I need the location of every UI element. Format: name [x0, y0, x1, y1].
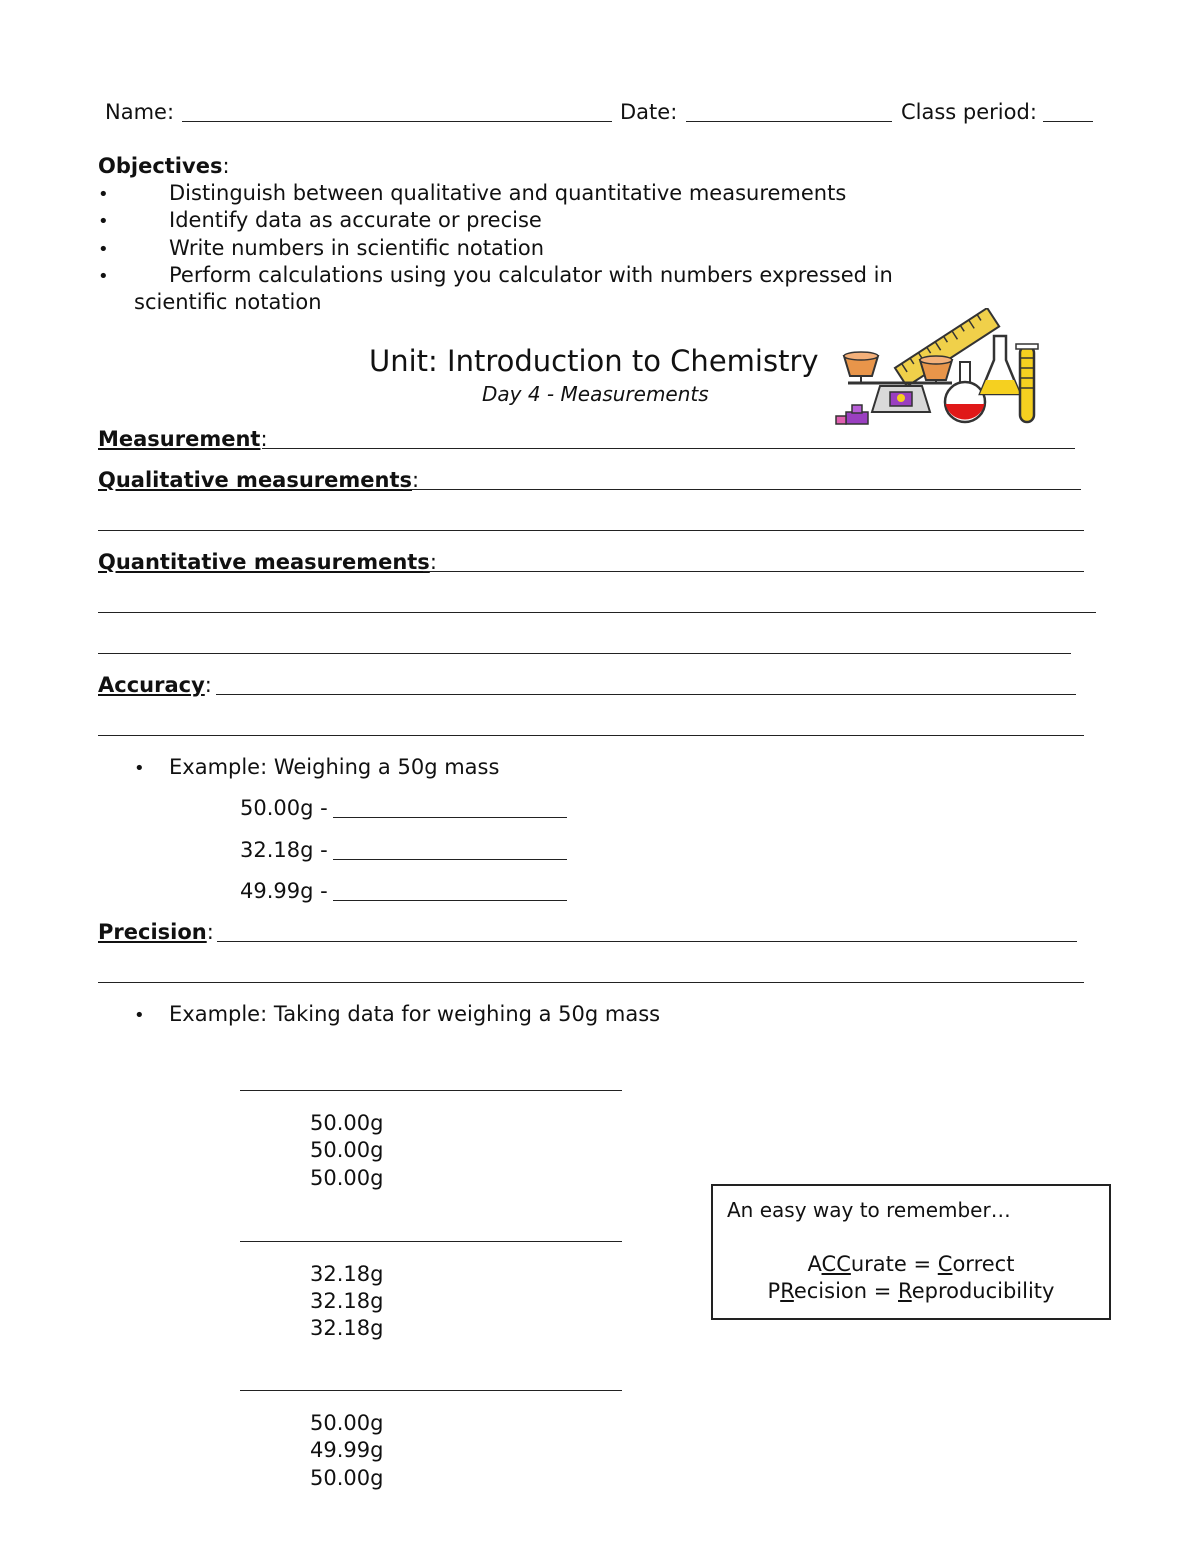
reminder-correct-c: C	[937, 1252, 953, 1276]
reminder-box	[711, 1184, 1111, 1320]
precision-answer-line-2[interactable]	[98, 982, 1084, 983]
accuracy-value-2: 32.18g -	[240, 838, 328, 862]
precision-term-text: Precision	[98, 920, 207, 944]
accuracy-term-text: Accuracy	[98, 673, 205, 697]
measurement-term	[98, 429, 268, 450]
measurement-term-text: Measurement	[98, 427, 261, 451]
objective-item-1: Distinguish between qualitative and quantitative measurements	[169, 181, 847, 205]
objective-item-4: Perform calculations using you calculator with numbers expressed in	[169, 263, 893, 287]
precision-group-1-blank[interactable]	[240, 1090, 622, 1091]
measurement-answer-line[interactable]	[262, 448, 1075, 449]
precision-group-2-blank[interactable]	[240, 1241, 622, 1242]
lab-equipment-icon	[834, 308, 1040, 430]
accuracy-term	[98, 675, 212, 696]
accuracy-answer-line-1[interactable]	[216, 694, 1076, 695]
precision-group-3-value-1: 50.00g	[310, 1411, 384, 1435]
objective-item-3: Write numbers in scientific notation	[169, 236, 545, 260]
reminder-precision-line	[713, 1279, 1109, 1303]
reminder-accurate-a: A	[807, 1252, 822, 1276]
objective-item-4-continuation: scientific notation	[134, 290, 322, 314]
class-period-label: Class period:	[901, 100, 1037, 124]
qualitative-answer-line-2[interactable]	[98, 530, 1084, 531]
accuracy-value-3-blank[interactable]	[333, 900, 567, 901]
reminder-precision-r: R	[780, 1279, 794, 1303]
day-subtitle: Day 4 - Measurements	[482, 382, 709, 406]
qualitative-term	[98, 470, 419, 491]
objectives-heading-colon: :	[222, 154, 230, 178]
quantitative-answer-line-3[interactable]	[98, 653, 1071, 654]
reminder-reproducibility-rest: eproducibility	[911, 1279, 1055, 1303]
accuracy-example-text: Example: Weighing a 50g mass	[169, 755, 500, 779]
objective-bullet-4: •	[98, 266, 109, 287]
precision-answer-line-1[interactable]	[217, 941, 1077, 942]
accuracy-colon: :	[204, 673, 212, 697]
reminder-reproducibility-r: R	[898, 1279, 912, 1303]
name-label: Name:	[105, 100, 175, 124]
objective-bullet-2: •	[98, 211, 109, 232]
precision-example-text: Example: Taking data for weighing a 50g mass	[169, 1002, 661, 1026]
date-label: Date:	[620, 100, 678, 124]
reminder-accurate-line	[713, 1252, 1109, 1276]
precision-group-1-value-3: 50.00g	[310, 1166, 384, 1190]
accuracy-value-1: 50.00g -	[240, 796, 328, 820]
qualitative-colon: :	[412, 468, 420, 492]
precision-group-1-value-2: 50.00g	[310, 1138, 384, 1162]
qualitative-term-text: Qualitative measurements	[98, 468, 413, 492]
qualitative-answer-line-1[interactable]	[403, 489, 1081, 490]
objectives-heading	[98, 156, 230, 177]
date-field[interactable]	[686, 121, 892, 122]
reminder-accurate-rest: urate =	[850, 1252, 938, 1276]
accuracy-answer-line-2[interactable]	[98, 735, 1084, 736]
precision-colon: :	[206, 920, 214, 944]
precision-term	[98, 922, 214, 943]
accuracy-value-1-blank[interactable]	[333, 817, 567, 818]
objectives-heading-text: Objectives	[98, 154, 223, 178]
precision-group-3-value-3: 50.00g	[310, 1466, 384, 1490]
quantitative-colon: :	[429, 550, 437, 574]
quantitative-term-text: Quantitative measurements	[98, 550, 430, 574]
accuracy-value-2-blank[interactable]	[333, 859, 567, 860]
objective-bullet-1: •	[98, 184, 109, 205]
objective-bullet-3: •	[98, 239, 109, 260]
objective-item-2: Identify data as accurate or precise	[169, 208, 542, 232]
precision-group-3-value-2: 49.99g	[310, 1438, 384, 1462]
precision-group-2-value-2: 32.18g	[310, 1289, 384, 1313]
class-period-field[interactable]	[1043, 121, 1093, 122]
quantitative-answer-line-2[interactable]	[98, 612, 1096, 613]
quantitative-answer-line-1[interactable]	[423, 571, 1084, 572]
quantitative-term	[98, 552, 437, 573]
name-field[interactable]	[182, 121, 612, 122]
reminder-intro: An easy way to remember…	[727, 1198, 1011, 1222]
precision-group-2-value-1: 32.18g	[310, 1262, 384, 1286]
measurement-colon: :	[260, 427, 268, 451]
reminder-precision-rest: ecision =	[793, 1279, 899, 1303]
precision-example-bullet: •	[134, 1005, 145, 1026]
reminder-accurate-cc: CC	[821, 1252, 851, 1276]
accuracy-example-bullet: •	[134, 758, 145, 779]
precision-group-3-blank[interactable]	[240, 1390, 622, 1391]
unit-title: Unit: Introduction to Chemistry	[369, 344, 819, 378]
precision-group-2-value-3: 32.18g	[310, 1316, 384, 1340]
accuracy-value-3: 49.99g -	[240, 879, 328, 903]
precision-group-1-value-1: 50.00g	[310, 1111, 384, 1135]
reminder-correct-rest: orrect	[952, 1252, 1015, 1276]
reminder-precision-p: P	[767, 1279, 781, 1303]
